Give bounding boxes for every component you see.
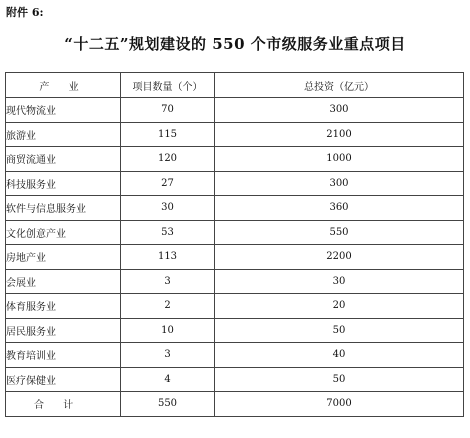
count-cell: 10 bbox=[121, 318, 215, 343]
industry-cell: 会展业 bbox=[6, 269, 121, 294]
investment-cell: 50 bbox=[215, 367, 464, 392]
count-cell: 27 bbox=[121, 171, 215, 196]
table-row bbox=[6, 245, 464, 270]
table-row bbox=[6, 122, 464, 147]
table-row bbox=[6, 220, 464, 245]
industry-cell: 房地产业 bbox=[6, 245, 121, 270]
industry-cell: 文化创意产业 bbox=[6, 220, 121, 245]
total-investment-cell: 7000 bbox=[215, 392, 464, 417]
table-total-row bbox=[6, 392, 464, 417]
table-row bbox=[6, 171, 464, 196]
count-cell: 53 bbox=[121, 220, 215, 245]
count-cell: 120 bbox=[121, 147, 215, 172]
attachment-label: 附件 6: bbox=[6, 6, 44, 19]
count-cell: 30 bbox=[121, 196, 215, 221]
total-count-cell: 550 bbox=[121, 392, 215, 417]
investment-cell: 2200 bbox=[215, 245, 464, 270]
investment-cell: 300 bbox=[215, 98, 464, 123]
document-title: “十二五”规划建设的 550 个市级服务业重点项目 bbox=[64, 35, 406, 53]
count-cell: 113 bbox=[121, 245, 215, 270]
industry-cell: 软件与信息服务业 bbox=[6, 196, 121, 221]
industry-cell: 教育培训业 bbox=[6, 343, 121, 368]
count-cell: 3 bbox=[121, 269, 215, 294]
table-row bbox=[6, 147, 464, 172]
investment-cell: 50 bbox=[215, 318, 464, 343]
industry-cell: 体育服务业 bbox=[6, 294, 121, 319]
header-total-investment: 总投资（亿元） bbox=[215, 73, 464, 98]
industry-cell: 旅游业 bbox=[6, 122, 121, 147]
count-cell: 115 bbox=[121, 122, 215, 147]
table-row bbox=[6, 196, 464, 221]
header-project-count: 项目数量（个） bbox=[121, 73, 215, 98]
investment-cell: 2100 bbox=[215, 122, 464, 147]
total-label-cell: 合 计 bbox=[6, 392, 121, 417]
service-industry-table bbox=[5, 72, 464, 417]
investment-cell: 550 bbox=[215, 220, 464, 245]
industry-cell: 医疗保健业 bbox=[6, 367, 121, 392]
investment-cell: 40 bbox=[215, 343, 464, 368]
industry-cell: 科技服务业 bbox=[6, 171, 121, 196]
count-cell: 3 bbox=[121, 343, 215, 368]
table-row bbox=[6, 367, 464, 392]
table-row bbox=[6, 269, 464, 294]
header-industry: 产 业 bbox=[6, 73, 121, 98]
count-cell: 70 bbox=[121, 98, 215, 123]
investment-cell: 360 bbox=[215, 196, 464, 221]
investment-cell: 20 bbox=[215, 294, 464, 319]
table-header-row bbox=[6, 73, 464, 98]
investment-cell: 300 bbox=[215, 171, 464, 196]
industry-cell: 居民服务业 bbox=[6, 318, 121, 343]
table-row bbox=[6, 98, 464, 123]
table-row bbox=[6, 343, 464, 368]
industry-cell: 商贸流通业 bbox=[6, 147, 121, 172]
investment-cell: 30 bbox=[215, 269, 464, 294]
table-row bbox=[6, 294, 464, 319]
count-cell: 4 bbox=[121, 367, 215, 392]
table-row bbox=[6, 318, 464, 343]
count-cell: 2 bbox=[121, 294, 215, 319]
investment-cell: 1000 bbox=[215, 147, 464, 172]
industry-cell: 现代物流业 bbox=[6, 98, 121, 123]
